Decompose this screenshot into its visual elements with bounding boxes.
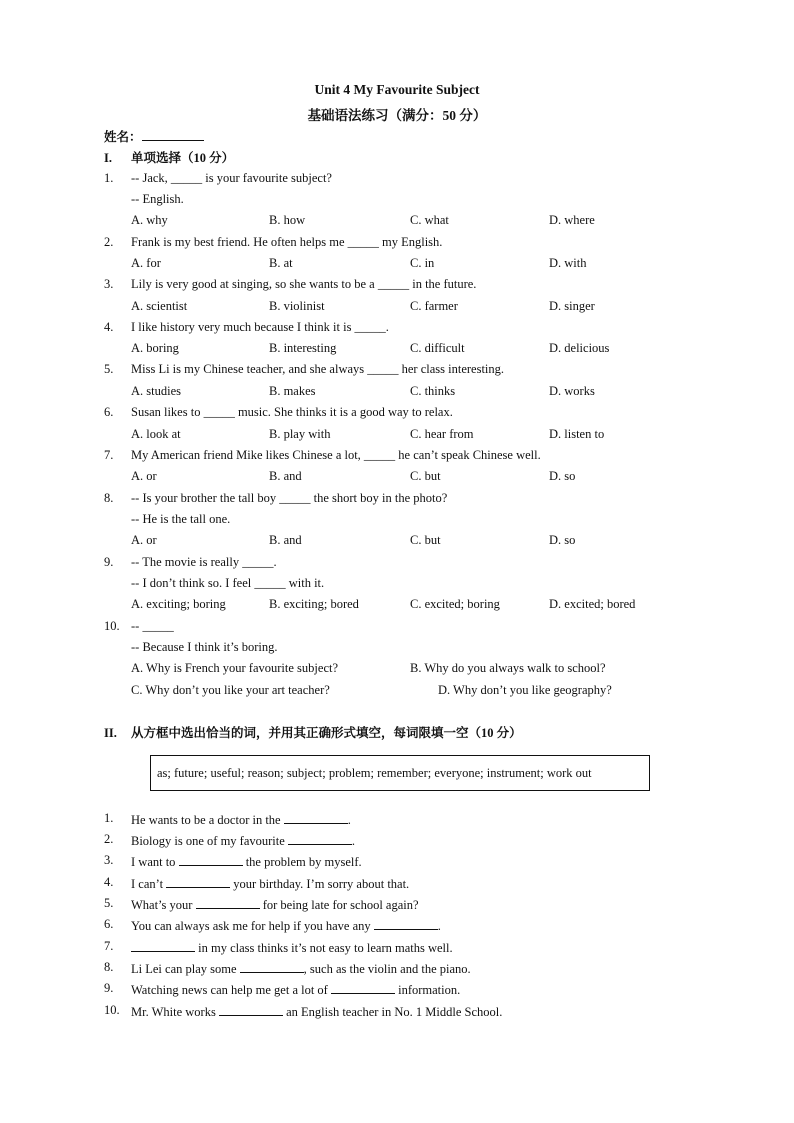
question-number: 3. xyxy=(104,277,114,291)
option-d: D. excited; bored xyxy=(549,597,636,611)
item-number: 3. xyxy=(104,853,114,867)
option-d: D. so xyxy=(549,533,576,547)
option-b: B. play with xyxy=(269,427,331,441)
item-text-before: I can’t xyxy=(131,877,167,891)
question-number: 7. xyxy=(104,448,114,462)
item-text-before: He wants to be a doctor in the xyxy=(131,813,284,827)
item-text-after: information. xyxy=(394,983,461,997)
item-text-before: Watching news can help me get a lot of xyxy=(131,983,331,997)
question-text: Frank is my best friend. He often helps me _____ my English. xyxy=(131,235,443,249)
option-b: B. how xyxy=(269,213,306,227)
option-b: B. and xyxy=(269,533,302,547)
item-text-before: I want to xyxy=(131,855,179,869)
item-number: 1. xyxy=(104,811,114,825)
item-text-after: . xyxy=(351,834,356,848)
name-label: 姓名： xyxy=(104,130,142,144)
question-text-line-2: -- Because I think it’s boring. xyxy=(131,640,278,654)
option-b: B. at xyxy=(269,256,293,270)
option-b: B. and xyxy=(269,469,302,483)
name-blank xyxy=(142,128,204,141)
item-text-after: an English teacher in No. 1 Middle School. xyxy=(282,1005,503,1019)
question-number: 9. xyxy=(104,555,114,569)
option-d: D. works xyxy=(549,384,595,398)
question-text: -- The movie is really _____. xyxy=(131,555,277,569)
answer-blank[interactable] xyxy=(179,853,243,866)
question-text: -- Jack, _____ is your favourite subject? xyxy=(131,171,332,185)
item-number: 2. xyxy=(104,832,114,846)
section-2-number: II. xyxy=(104,726,117,740)
answer-blank[interactable] xyxy=(374,917,438,930)
option-a: A. look at xyxy=(131,427,181,441)
section-2-heading xyxy=(104,723,522,741)
option-d: D. with xyxy=(549,256,587,270)
item-text-after: for being late for school again? xyxy=(259,898,419,912)
option-c: C. Why don’t you like your art teacher? xyxy=(131,683,330,697)
item-text-after: . xyxy=(437,919,441,933)
question-text-line-2: -- English. xyxy=(131,192,184,206)
option-b: B. makes xyxy=(269,384,316,398)
option-c: C. hear from xyxy=(410,427,474,441)
answer-blank[interactable] xyxy=(284,811,348,824)
item-text-before: You can always ask me for help if you have any xyxy=(131,919,374,933)
answer-blank[interactable] xyxy=(240,960,304,973)
answer-blank[interactable] xyxy=(131,939,195,952)
option-b: B. Why do you always walk to school? xyxy=(410,661,606,675)
question-number: 5. xyxy=(104,362,114,376)
question-text: -- _____ xyxy=(131,619,174,633)
name-field xyxy=(104,127,204,145)
word-bank-box: as; future; useful; reason; subject; problem; remember; everyone; instrument; work out xyxy=(150,755,650,791)
option-c: C. but xyxy=(410,533,441,547)
option-d: D. Why don’t you like geography? xyxy=(438,683,612,697)
item-text-before: Biology is one of my favourite xyxy=(131,834,288,848)
item-text-after: your birthday. I’m sorry about that. xyxy=(230,877,410,891)
worksheet-subtitle: 基础语法练习（满分：50 分） xyxy=(307,108,487,123)
option-d: D. singer xyxy=(549,299,595,313)
item-text-before: Li Lei can play some xyxy=(131,962,240,976)
item-text-after: in my class thinks it’s not easy to learn maths well. xyxy=(195,941,453,955)
worksheet-title: Unit 4 My Favourite Subject xyxy=(314,82,480,97)
question-text-line-2: -- I don’t think so. I feel _____ with it. xyxy=(131,576,325,590)
answer-blank[interactable] xyxy=(219,1003,283,1016)
item-number: 8. xyxy=(104,960,114,974)
option-a: A. or xyxy=(131,533,157,547)
option-c: C. excited; boring xyxy=(410,597,500,611)
question-text: Miss Li is my Chinese teacher, and she always _____ her class interesting. xyxy=(131,362,505,376)
question-text: Lily is very good at singing, so she wants to be a _____ in the future. xyxy=(131,277,477,291)
answer-blank[interactable] xyxy=(166,875,230,888)
option-a: A. Why is French your favourite subject? xyxy=(131,661,339,675)
option-a: A. scientist xyxy=(131,299,188,313)
item-number: 7. xyxy=(104,939,114,953)
item-text-after: , such as the violin and the piano. xyxy=(303,962,471,976)
answer-blank[interactable] xyxy=(196,896,260,909)
option-b: B. violinist xyxy=(269,299,325,313)
item-number: 6. xyxy=(104,917,114,931)
section-1-title: 单项选择（10 分） xyxy=(131,151,235,165)
question-number: 1. xyxy=(104,171,114,185)
option-d: D. delicious xyxy=(549,341,610,355)
answer-blank[interactable] xyxy=(331,981,395,994)
option-a: A. why xyxy=(131,213,168,227)
question-text: My American friend Mike likes Chinese a lot, _____ he can’t speak Chinese well. xyxy=(131,448,541,462)
option-d: D. so xyxy=(549,469,576,483)
question-number: 10. xyxy=(104,619,120,633)
section-1-heading xyxy=(104,148,234,166)
item-number: 5. xyxy=(104,896,114,910)
option-a: A. boring xyxy=(131,341,179,355)
question-number: 4. xyxy=(104,320,114,334)
option-a: A. studies xyxy=(131,384,181,398)
option-c: C. difficult xyxy=(410,341,465,355)
question-text-line-2: -- He is the tall one. xyxy=(131,512,231,526)
item-text-before: Mr. White works xyxy=(131,1005,219,1019)
question-text: -- Is your brother the tall boy _____ the short boy in the photo? xyxy=(131,491,448,505)
item-number: 9. xyxy=(104,981,114,995)
option-a: A. exciting; boring xyxy=(131,597,226,611)
item-text-before: What’s your xyxy=(131,898,196,912)
question-number: 2. xyxy=(104,235,114,249)
question-number: 6. xyxy=(104,405,114,419)
option-d: D. listen to xyxy=(549,427,605,441)
item-text-after: . xyxy=(347,813,351,827)
option-c: C. farmer xyxy=(410,299,458,313)
section-1-number: I. xyxy=(104,151,112,165)
option-b: B. interesting xyxy=(269,341,337,355)
option-c: C. but xyxy=(410,469,441,483)
item-number: 4. xyxy=(104,875,114,889)
option-a: A. or xyxy=(131,469,157,483)
option-c: C. what xyxy=(410,213,449,227)
option-a: A. for xyxy=(131,256,161,270)
option-c: C. in xyxy=(410,256,435,270)
option-c: C. thinks xyxy=(410,384,456,398)
item-text-after: the problem by myself. xyxy=(242,855,362,869)
item-number: 10. xyxy=(104,1003,120,1017)
answer-blank[interactable] xyxy=(288,832,352,845)
option-d: D. where xyxy=(549,213,595,227)
section-2-title: 从方框中选出恰当的词，并用其正确形式填空，每词限填一空（10 分） xyxy=(131,726,522,740)
question-number: 8. xyxy=(104,491,114,505)
option-b: B. exciting; bored xyxy=(269,597,359,611)
question-text: Susan likes to _____ music. She thinks it is a good way to relax. xyxy=(131,405,453,419)
question-text: I like history very much because I think it is _____. xyxy=(131,320,389,334)
